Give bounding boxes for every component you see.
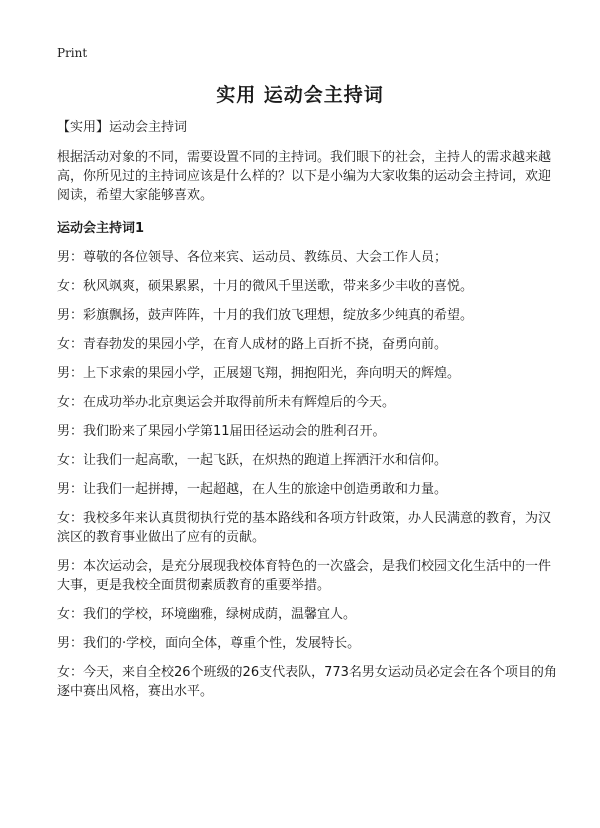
dialogue-line: 女：让我们一起高歌，一起飞跃，在炽热的跑道上挥洒汗水和信仰。 (57, 453, 448, 468)
dialogue-line: 男：上下求索的果园小学，正展翅飞翔，拥抱阳光，奔向明天的辉煌。 (57, 366, 461, 381)
dialogue-line: 女：我校多年来认真贯彻执行党的基本路线和各项方针政策，办人民满意的教育，为汉滨区的教育事业做出了应有的贡献。 (57, 511, 552, 545)
dialogue-line: 女：秋风飒爽，硕果累累，十月的微风千里送歌，带来多少丰收的喜悦。 (57, 279, 474, 294)
dialogue-line: 男：让我们一起拼搏，一起超越，在人生的旅途中创造勇敢和力量。 (57, 482, 448, 497)
document-body (57, 118, 557, 711)
dialogue-line: 男：本次运动会，是充分展现我校体育特色的一次盛会，是我们校园文化生活中的一件大事，更是我校全面贯彻素质教育的重要举措。 (57, 559, 552, 593)
dialogue-line: 男：我们的·学校，面向全体，尊重个性，发展特长。 (57, 636, 361, 651)
dialogue-line: 男：彩旗飘扬，鼓声阵阵，十月的我们放飞理想，绽放多少纯真的希望。 (57, 308, 474, 323)
dialogue-line: 女：青春勃发的果园小学，在育人成材的路上百折不挠，奋勇向前。 (57, 337, 448, 352)
intro-paragraph: 根据活动对象的不同，需要设置不同的主持词。我们眼下的社会，主持人的需求越来越高，你所见过的主持词应该是什么样的？以下是小编为大家收集的运动会主持词，欢迎阅读，希望大家能够喜欢。 (57, 150, 552, 203)
dialogue-line: 男：尊敬的各位领导、各位来宾、运动员、教练员、大会工作人员； (57, 250, 448, 265)
dialogue-line: 女：我们的学校，环境幽雅，绿树成荫，温馨宜人。 (57, 607, 357, 622)
dialogue-line: 男：我们盼来了果园小学第11届田径运动会的胜利召开。 (57, 424, 386, 439)
document-meta: 【实用】运动会主持词 (57, 120, 188, 135)
section-heading: 运动会主持词1 (57, 221, 145, 236)
print-link[interactable]: Print (57, 46, 88, 60)
document-title: 实用 运动会主持词 (216, 84, 384, 106)
dialogue-line: 女：今天，来自全校26个班级的26支代表队，773名男女运动员必定会在各个项目的角逐中赛出风格，赛出水平。 (57, 665, 557, 699)
dialogue-line: 女：在成功举办北京奥运会并取得前所未有辉煌后的今天。 (57, 395, 396, 410)
